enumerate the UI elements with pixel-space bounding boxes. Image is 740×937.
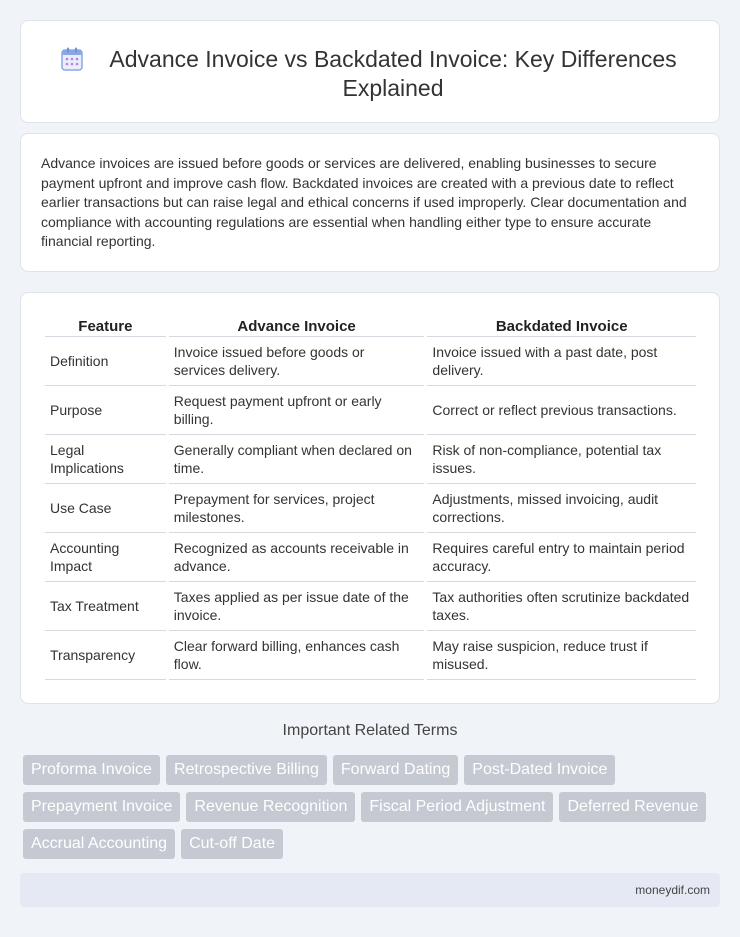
table-row bbox=[45, 631, 696, 680]
row-advance: Taxes applied as per issue date of the invoice. bbox=[169, 582, 425, 631]
related-term-tag[interactable]: Fiscal Period Adjustment bbox=[361, 792, 553, 822]
row-advance: Prepayment for services, project milestones. bbox=[169, 484, 425, 533]
related-terms-list bbox=[23, 755, 720, 859]
header-backdated-invoice: Backdated Invoice bbox=[427, 317, 696, 337]
related-term-tag[interactable]: Post-Dated Invoice bbox=[464, 755, 615, 785]
related-term-tag[interactable]: Prepayment Invoice bbox=[23, 792, 180, 822]
row-feature: Transparency bbox=[45, 631, 166, 680]
related-term-tag[interactable]: Revenue Recognition bbox=[186, 792, 355, 822]
table-row bbox=[45, 582, 696, 631]
related-terms-heading: Important Related Terms bbox=[282, 722, 458, 739]
row-advance: Recognized as accounts receivable in advance. bbox=[169, 533, 425, 582]
row-backdated: Risk of non-compliance, potential tax issues. bbox=[427, 435, 696, 484]
related-term-tag[interactable]: Retrospective Billing bbox=[166, 755, 327, 785]
row-backdated: May raise suspicion, reduce trust if misused. bbox=[427, 631, 696, 680]
intro-card bbox=[20, 133, 720, 272]
row-advance: Invoice issued before goods or services delivery. bbox=[169, 337, 425, 386]
row-feature: Purpose bbox=[45, 386, 166, 435]
related-term-tag[interactable]: Proforma Invoice bbox=[23, 755, 160, 785]
comparison-table bbox=[42, 317, 699, 680]
header-advance-invoice: Advance Invoice bbox=[169, 317, 425, 337]
header-feature: Feature bbox=[45, 317, 166, 337]
related-term-tag[interactable]: Deferred Revenue bbox=[559, 792, 706, 822]
row-backdated: Correct or reflect previous transactions. bbox=[427, 386, 696, 435]
row-advance: Request payment upfront or early billing. bbox=[169, 386, 425, 435]
table-header-row bbox=[45, 317, 696, 337]
row-feature: Tax Treatment bbox=[45, 582, 166, 631]
table-row bbox=[45, 386, 696, 435]
row-backdated: Tax authorities often scrutinize backdated taxes. bbox=[427, 582, 696, 631]
title-card bbox=[20, 20, 720, 123]
site-name[interactable]: moneydif.com bbox=[635, 883, 710, 897]
intro-paragraph: Advance invoices are issued before goods or services are delivered, enabling businesses to secure payment upfront and improve cash flow. Backdated invoices are created with a previous date to reflect earlier transactions but can raise legal and ethical concerns if used improperly. Clear documentation and compliance with accounting regulations are essential when handling either type to ensure accurate financial reporting. bbox=[41, 155, 687, 249]
row-backdated: Requires careful entry to maintain period accuracy. bbox=[427, 533, 696, 582]
row-feature: Legal Implications bbox=[45, 435, 166, 484]
table-row bbox=[45, 484, 696, 533]
table-row bbox=[45, 435, 696, 484]
comparison-card bbox=[20, 292, 720, 704]
row-backdated: Invoice issued with a past date, post delivery. bbox=[427, 337, 696, 386]
footer bbox=[20, 873, 720, 907]
page-title: Advance Invoice vs Backdated Invoice: Key Differences Explained bbox=[109, 46, 677, 101]
row-feature: Accounting Impact bbox=[45, 533, 166, 582]
row-advance: Clear forward billing, enhances cash flow. bbox=[169, 631, 425, 680]
row-advance: Generally compliant when declared on time. bbox=[169, 435, 425, 484]
row-backdated: Adjustments, missed invoicing, audit corrections. bbox=[427, 484, 696, 533]
related-term-tag[interactable]: Accrual Accounting bbox=[23, 829, 175, 859]
calendar-icon bbox=[61, 47, 83, 71]
table-row bbox=[45, 337, 696, 386]
row-feature: Use Case bbox=[45, 484, 166, 533]
row-feature: Definition bbox=[45, 337, 166, 386]
related-term-tag[interactable]: Forward Dating bbox=[333, 755, 458, 785]
table-row bbox=[45, 533, 696, 582]
related-term-tag[interactable]: Cut-off Date bbox=[181, 829, 283, 859]
